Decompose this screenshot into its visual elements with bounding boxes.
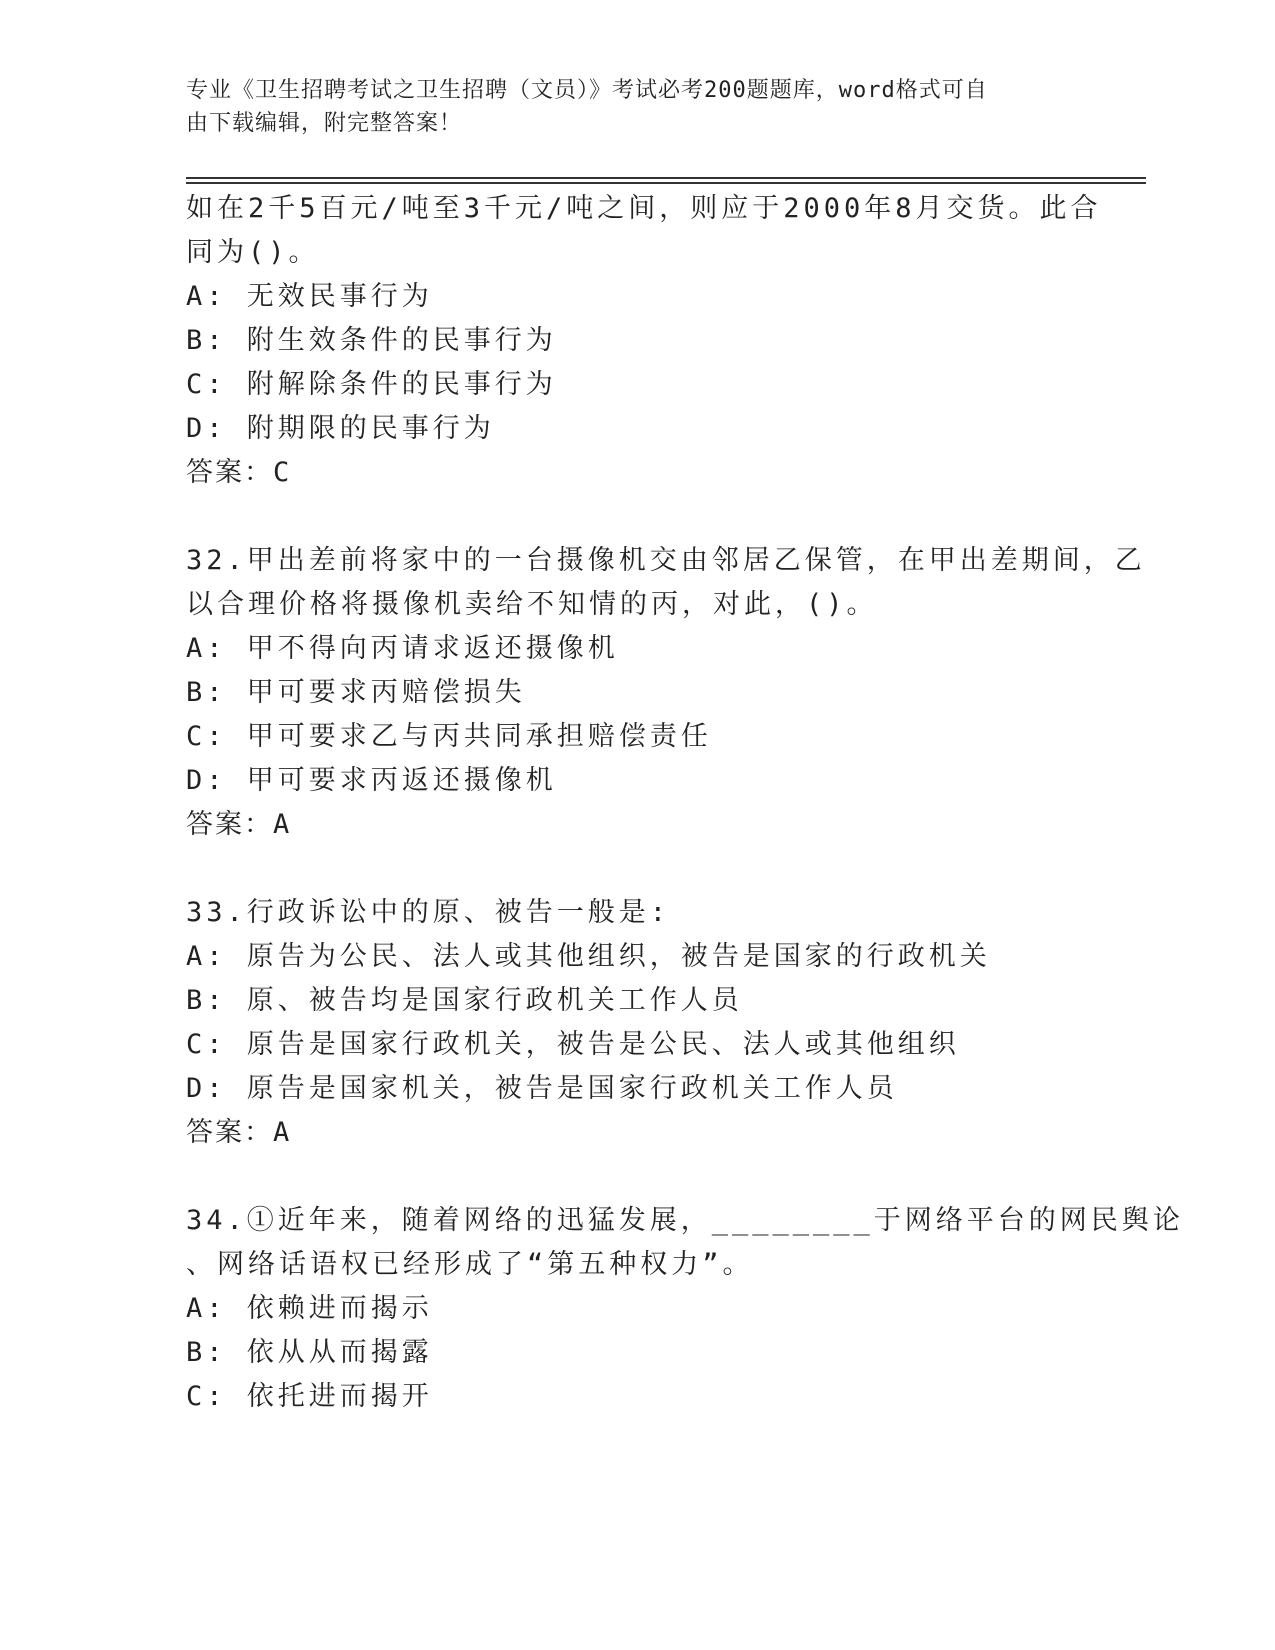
- question-31-option-c: C: 附解除条件的民事行为: [186, 369, 557, 400]
- question-31-option-a: A: 无效民事行为: [186, 281, 433, 312]
- answer-label: 答案：: [186, 809, 273, 840]
- question-32-option-b: B: 甲可要求丙赔偿损失: [186, 677, 526, 708]
- question-32-option-d: D: 甲可要求丙返还摄像机: [186, 765, 557, 796]
- question-33-stem-line-1: 33.行政诉讼中的原、被告一般是:: [186, 897, 671, 928]
- question-31-stem-line-2: 同为()。: [186, 237, 320, 268]
- question-32-stem-line-1: 32.甲出差前将家中的一台摄像机交由邻居乙保管，在甲出差期间，乙: [186, 545, 1146, 576]
- document-header: [186, 74, 1066, 140]
- question-34-stem-line-1: 34.①近年来，随着网络的迅猛发展，________于网络平台的网民舆论: [186, 1205, 1184, 1236]
- answer-label: 答案：: [186, 457, 273, 488]
- question-33-option-d: D: 原告是国家机关，被告是国家行政机关工作人员: [186, 1073, 898, 1104]
- question-33-answer: [186, 1113, 293, 1153]
- question-32-option-c: C: 甲可要求乙与丙共同承担赔偿责任: [186, 721, 712, 752]
- question-34-stem-line-2: 、网络话语权已经形成了“第五种权力”。: [186, 1249, 754, 1280]
- question-31-stem-line-1: 如在2千5百元/吨至3千元/吨之间，则应于2000年8月交货。此合: [186, 193, 1102, 224]
- answer-value: A: [273, 809, 294, 840]
- question-32-answer: [186, 805, 293, 845]
- question-31-answer: [186, 453, 293, 493]
- header-divider-top: [186, 177, 1146, 179]
- question-33-option-a: A: 原告为公民、法人或其他组织，被告是国家的行政机关: [186, 941, 991, 972]
- question-33-option-b: B: 原、被告均是国家行政机关工作人员: [186, 985, 743, 1016]
- question-31-option-d: D: 附期限的民事行为: [186, 413, 495, 444]
- header-divider-bottom: [186, 182, 1146, 184]
- question-34-option-b: B: 依从从而揭露: [186, 1337, 433, 1368]
- question-34-option-c: C: 依托进而揭开: [186, 1381, 433, 1412]
- header-line-1: 专业《卫生招聘考试之卫生招聘（文员）》考试必考200题题库，word格式可自: [186, 78, 988, 103]
- answer-label: 答案：: [186, 1117, 273, 1148]
- question-31-option-b: B: 附生效条件的民事行为: [186, 325, 557, 356]
- answer-value: A: [273, 1117, 294, 1148]
- question-32-option-a: A: 甲不得向丙请求返还摄像机: [186, 633, 619, 664]
- question-33-option-c: C: 原告是国家行政机关，被告是公民、法人或其他组织: [186, 1029, 960, 1060]
- answer-value: C: [273, 457, 294, 488]
- header-line-2: 由下载编辑，附完整答案！: [186, 111, 463, 136]
- question-32-stem-line-2: 以合理价格将摄像机卖给不知情的丙，对此，()。: [186, 589, 878, 620]
- question-34-option-a: A: 依赖进而揭示: [186, 1293, 433, 1324]
